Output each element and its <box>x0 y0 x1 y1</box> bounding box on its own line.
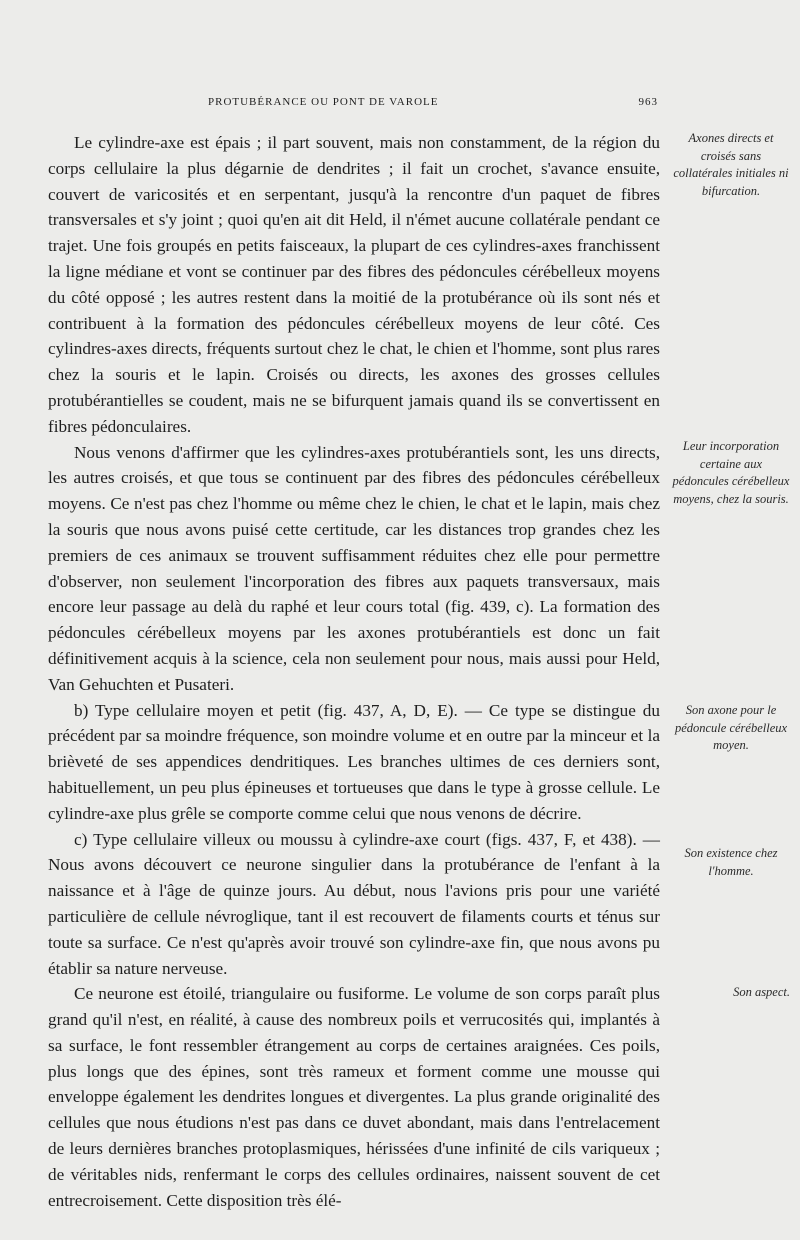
running-title: PROTUBÉRANCE OU PONT DE VAROLE <box>208 96 439 108</box>
paragraph-1: Le cylindre-axe est épais ; il part souvent, mais non constamment, de la région du corps cellulaire la plus dégarnie de dendrites ; il fait un crochet, s'avance ensuite, couvert de varicosités et en serpentant, jusqu'à la rencontre d'un paquet de fibres transversales et s'y joint ; quoi qu'en ait dit Held, il n'émet aucune collatérale pendant ce trajet. Une fois groupés en petits faisceaux, la plupart de ces cylindres-axes franchissent la ligne médiane et vont se continuer par des fibres des pédoncules cérébelleux moyens du côté opposé ; les autres restent dans la moitié de la protubérance où ils sont nés et contribuent à la formation des pédoncules cérébelleux moyens de leur côté. Ces cylindres-axes directs, fréquents surtout chez le chat, le chien et l'homme, sont plus rares chez la souris et le lapin. Croisés ou directs, les axones des grosses cellules protubérantielles se coudent, mais ne se bifurquent jamais quand ils se convertissent en fibres pédonculaires. <box>48 133 660 436</box>
margin-note-aspect: Son aspect. <box>733 985 790 999</box>
margin-note-incorporation: Leur incorporation certaine aux pédoncules cérébelleux moyens, chez la souris. <box>672 439 790 506</box>
body-text <box>48 130 660 1213</box>
paragraph-3: b) Type cellulaire moyen et petit (fig. 437, A, D, E). — Ce type se distingue du précédent par sa moindre fréquence, son moindre volume et en outre par la minceur et la brièveté de ses appendices dendritiques. Les branches ultimes de ces derniers sont, habituellement, un peu plus épineuses et tortueuses que dans le type à grosse cellule. Le cylindre-axe plus grêle se comporte comme celui que nous venons de décrire. <box>48 700 660 823</box>
page-number: 963 <box>638 96 658 108</box>
running-header <box>58 96 658 112</box>
paragraph-4: c) Type cellulaire villeux ou moussu à cylindre-axe court (figs. 437, F, et 438). — Nous avons découvert ce neurone singulier dans la protubérance de l'enfant à la naissance et à l'âge de quinze jours. Au début, nous l'avions pris pour une variété particulière de cellule névroglique, tant il est recouvert de filaments courts et ténus sur toute sa surface. Ce n'est qu'après avoir trouvé son cylindre-axe fin, que nous avons pu établir sa nature nerveuse. <box>48 829 660 978</box>
paragraph-5: Ce neurone est étoilé, triangulaire ou fusiforme. Le volume de son corps paraît plus grand qu'il n'est, en réalité, à cause des nombreux poils et verrucosités qui, implantés à sa surface, le font ressembler étrangement au corps de certaines araignées. Ces poils, plus longs que des épines, sont très rameux et forment comme une mousse qui enveloppe également les dendrites longues et divergentes. La plus grande originalité des cellules que nous étudions n'est pas dans ce duvet abondant, mais dans l'entrelacement de leurs dernières branches protoplasmiques, hérissées d'une infinité de cils variqueux ; de véritables nids, renfermant le corps des cellules ordinaires, naissent souvent de cet entrecroisement. Cette disposition très élé- <box>48 984 660 1210</box>
margin-note-existence: Son existence chez l'homme. <box>684 846 778 878</box>
paragraph-2: Nous venons d'affirmer que les cylindres-axes protubérantiels sont, les uns directs, les autres croisés, et que tous se continuent par des fibres des pédoncules cérébelleux moyens. Ce n'est pas chez l'homme ou même chez le chien, le chat et le lapin, mais chez la souris que nous avons puisé cette certitude, car les distances trop grandes chez les premiers de ces animaux se trouvent suffisamment réduites chez elle pour permettre d'observer, non seulement l'incorporation des fibres aux paquets transversaux, mais encore leur passage au delà du raphé et leur cours total (fig. 439, c). La formation des pédoncules cérébelleux moyens par les axones protubérantiels est donc un fait définitivement acquis à la science, cela non seulement pour nous, mais aussi pour Held, Van Gehuchten et Pusateri. <box>48 442 660 694</box>
margin-note-axone-pedoncule: Son axone pour le pédoncule cérébelleux moyen. <box>674 703 788 752</box>
margin-note-axones: Axones directs et croisés sans collatérales initiales ni bifurcation. <box>673 131 789 198</box>
